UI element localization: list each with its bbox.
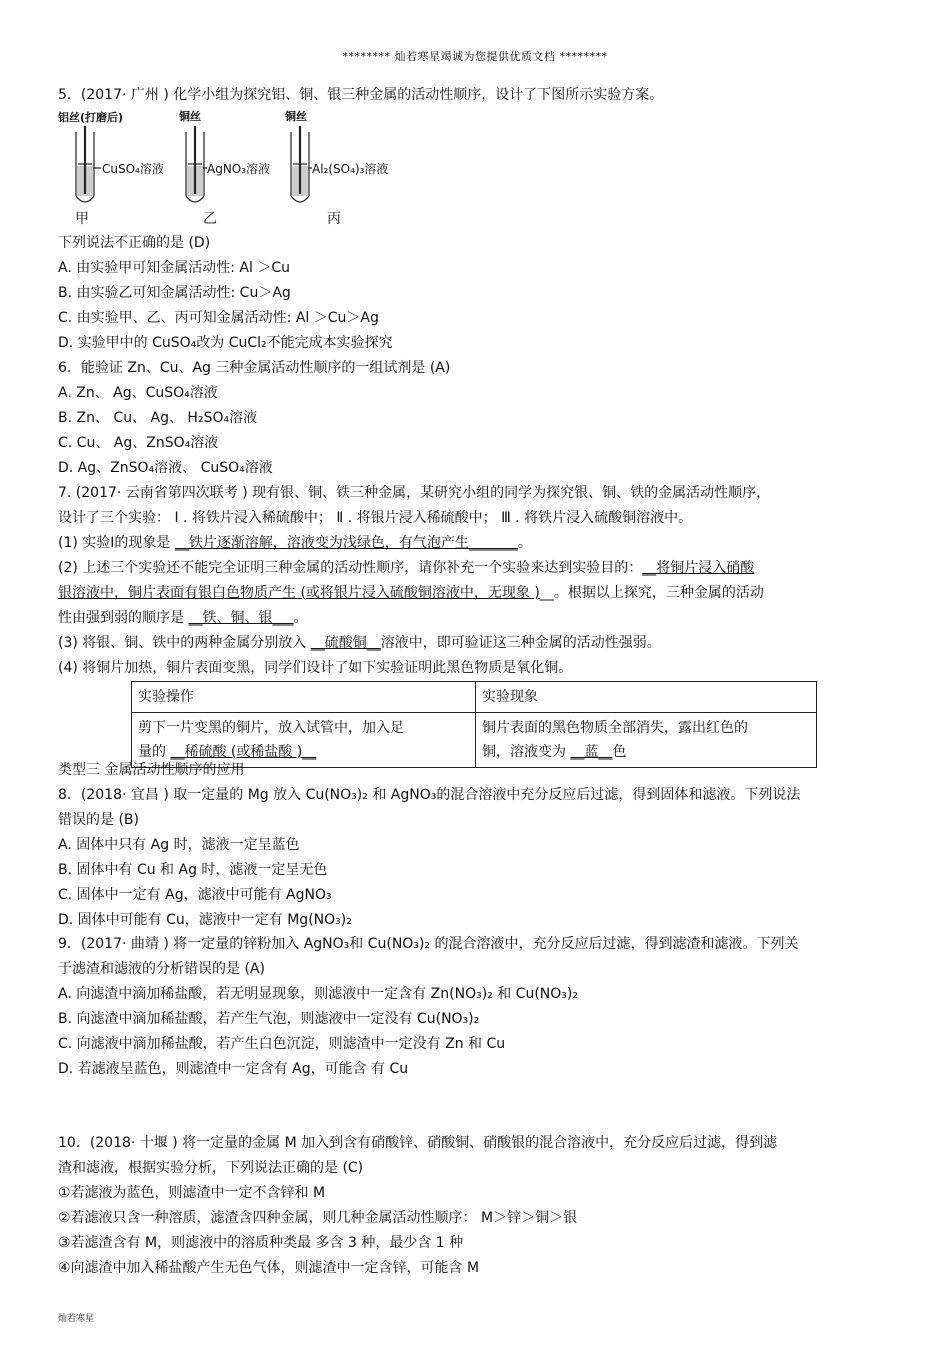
table-header-phenomenon: 实验现象: [476, 682, 817, 713]
section-3-heading: 类型三 金属活动性顺序的应用: [58, 762, 245, 778]
q5-option-d: D. 实验甲中的 CuSO₄改为 CuCl₂不能完成本实验探究: [58, 335, 393, 351]
q7-part2-answer-2: 银溶液中，铜片表面有银白色物质产生 (或将银片浸入硫酸铜溶液中，无现象 ): [58, 585, 540, 601]
tube-b-caption: 乙: [203, 211, 217, 227]
q8-option-d: D. 固体中可能有 Cu，滤液中一定有 Mg(NO₃)₂: [58, 912, 352, 928]
q7-stem-line2: 设计了三个实验： Ⅰ . 将铁片浸入稀硫酸中； Ⅱ . 将银片浸入稀硫酸中； Ⅲ . 将铁片浸入硫酸铜溶液中。: [58, 510, 693, 526]
q10-statement-3: ③若滤渣含有 M，则滤液中的溶质种类最 多含 3 种，最少含 1 种: [58, 1235, 464, 1251]
tube-c-metal-label: 铜丝: [285, 110, 307, 123]
q7-part3-end: 溶液中，即可验证这三种金属的活动性强弱。: [380, 635, 661, 651]
phenomenon-line2: [482, 740, 810, 764]
table-header-row: [132, 682, 817, 713]
page-header: ******** 灿若寒星竭诚为您提供优质文档 ********: [342, 50, 608, 63]
tube-c-caption: 丙: [327, 211, 341, 227]
q7-part2-line3: [58, 609, 307, 627]
tube-a-solution-label: CuSO₄溶液: [102, 162, 164, 176]
q10-stem-line2: 渣和滤液，根据实验分析，下列说法正确的是 (C): [58, 1160, 364, 1176]
q7-part2-answer-3: __铁、铜、银___: [188, 610, 294, 626]
q6-option-b: B. Zn、 Cu、 Ag、 H₂SO₄溶液: [58, 410, 258, 426]
q5-option-c: C. 由实验甲、乙、丙可知金属活动性: Al ＞Cu＞Ag: [58, 310, 379, 326]
q7-part2-prompt: (2) 上述三个实验还不能完全证明三种金属的活动性顺序，请你补充一个实验来达到实验目的：: [58, 560, 643, 576]
phenomenon-line2-end: 色: [612, 744, 627, 760]
operation-line1: 剪下一片变黑的铜片，放入试管中，加入足: [138, 720, 404, 736]
q7-part2-line2: [58, 584, 764, 602]
q6-stem: 6．能验证 Zn、Cu、Ag 三种金属活动性顺序的一组试剂是 (A): [58, 360, 451, 376]
q9-option-b: B. 向滤渣中滴加稀盐酸，若产生气泡，则滤液中一定没有 Cu(NO₃)₂: [58, 1011, 480, 1027]
q10-statement-1: ①若滤液为蓝色，则滤渣中一定不含锌和 M: [58, 1185, 326, 1201]
q8-option-c: C. 固体中一定有 Ag，滤液中可能有 AgNO₃: [58, 887, 332, 903]
q10-statement-2: ②若滤液只含一种溶质，滤渣含四种金属，则几种金属活动性顺序： M＞锌＞铜＞银: [58, 1210, 578, 1226]
q5-ask: 下列说法不正确的是 (D): [58, 235, 211, 251]
q6-option-c: C. Cu、 Ag、ZnSO₄溶液: [58, 435, 219, 451]
test-tube-figure: [55, 106, 395, 228]
q7-part2-mid: __。根据以上探究，三种金属的活动: [539, 585, 764, 601]
q7-part4: (4) 将铜片加热，铜片表面变黑，同学们设计了如下实验证明此黑色物质是氧化铜。: [58, 660, 573, 676]
q7-part2-answer-1: __将铜片浸入硝酸: [642, 560, 755, 576]
table-header-operation: 实验操作: [132, 682, 476, 713]
q8-stem-line2: 错误的是 (B): [58, 812, 139, 828]
table-cell-phenomenon: [476, 713, 817, 768]
phenomenon-line2-prompt: 铜，溶液变为: [482, 744, 571, 760]
q7-part1-end: 。: [517, 535, 532, 551]
q8-option-b: B. 固体中有 Cu 和 Ag 时，滤液一定呈无色: [58, 862, 328, 878]
table-cell-operation: [132, 713, 476, 768]
tube-b-solution-label: AgNO₃溶液: [207, 162, 271, 176]
q5-option-a: A. 由实验甲可知金属活动性: Al ＞Cu: [58, 260, 290, 276]
q7-part1: [58, 534, 532, 552]
tube-b-metal-label: 铜丝: [179, 110, 201, 123]
q6-option-d: D. Ag、ZnSO₄溶液、 CuSO₄溶液: [58, 460, 273, 476]
page-footer: 灿若寒星: [58, 1314, 95, 1324]
q10-stem-line1: 10．(2018· 十堰 ) 将一定量的金属 M 加入到含有硝酸锌、硝酸铜、硝酸银的混合溶液中，充分反应后过滤，得到滤: [58, 1135, 778, 1151]
phenomenon-line1: 铜片表面的黑色物质全部消失，露出红色的: [482, 720, 748, 736]
tube-c-solution-label: Al₂(SO₄)₃溶液: [312, 162, 389, 176]
q8-option-a: A. 固体中只有 Ag 时，滤液一定呈蓝色: [58, 837, 300, 853]
experiment-table: [131, 681, 817, 768]
q5-option-b: B. 由实验乙可知金属活动性: Cu＞Ag: [58, 285, 291, 301]
q9-stem-line2: 于滤渣和滤液的分析错误的是 (A): [58, 961, 265, 977]
q5-stem: 5．(2017· 广州 ) 化学小组为探究铝、铜、银三种金属的活动性顺序，设计了下图所示实验方案。: [58, 87, 664, 103]
q7-stem-line1: 7. (2017· 云南省第四次联考 ) 现有银、铜、铁三种金属，某研究小组的同学为探究银、铜、铁的金属活动性顺序，: [58, 485, 771, 501]
q7-part3-prompt: (3) 将银、铜、铁中的两种金属分别放入: [58, 635, 311, 651]
q10-statement-4: ④向滤渣中加入稀盐酸产生无色气体，则滤渣中一定含锌，可能含 M: [58, 1260, 480, 1276]
operation-line2-prompt: 量的: [138, 744, 171, 760]
q7-part2-order-prompt: 性由强到弱的顺序是: [58, 610, 189, 626]
q9-option-d: D. 若滤液呈蓝色，则滤渣中一定含有 Ag，可能含 有 Cu: [58, 1061, 409, 1077]
phenomenon-answer: __蓝__: [570, 744, 613, 760]
tube-a-caption: 甲: [75, 211, 89, 227]
q7-part1-answer: __铁片逐渐溶解，溶液变为浅绿色，有气泡产生_______: [174, 535, 518, 551]
q8-stem-line1: 8．(2018· 宜昌 ) 取一定量的 Mg 放入 Cu(NO₃)₂ 和 AgNO₃的混合溶液中充分反应后过滤，得到固体和滤液。下列说法: [58, 787, 801, 803]
q7-part2-end: 。: [293, 610, 308, 626]
q7-part2-line1: [58, 559, 754, 577]
tube-a-metal-label: 铝丝(打磨后): [58, 111, 124, 124]
operation-answer: __稀硫酸 (或稀盐酸 )__: [170, 744, 317, 760]
q7-part1-prompt: (1) 实验Ⅰ的现象是: [58, 535, 175, 551]
q9-option-a: A. 向滤渣中滴加稀盐酸，若无明显现象，则滤液中一定含有 Zn(NO₃)₂ 和 Cu(NO₃)₂: [58, 986, 578, 1002]
table-row: [132, 713, 817, 768]
q6-option-a: A. Zn、 Ag、CuSO₄溶液: [58, 385, 218, 401]
q7-part3-answer: __硫酸铜__: [310, 635, 381, 651]
q9-option-c: C. 向滤液中滴加稀盐酸，若产生白色沉淀，则滤渣中一定没有 Zn 和 Cu: [58, 1036, 506, 1052]
q7-part3: [58, 634, 661, 652]
q9-stem-line1: 9．(2017· 曲靖 ) 将一定量的锌粉加入 AgNO₃和 Cu(NO₃)₂ 的混合溶液中，充分反应后过滤，得到滤渣和滤液。下列关: [58, 936, 799, 952]
